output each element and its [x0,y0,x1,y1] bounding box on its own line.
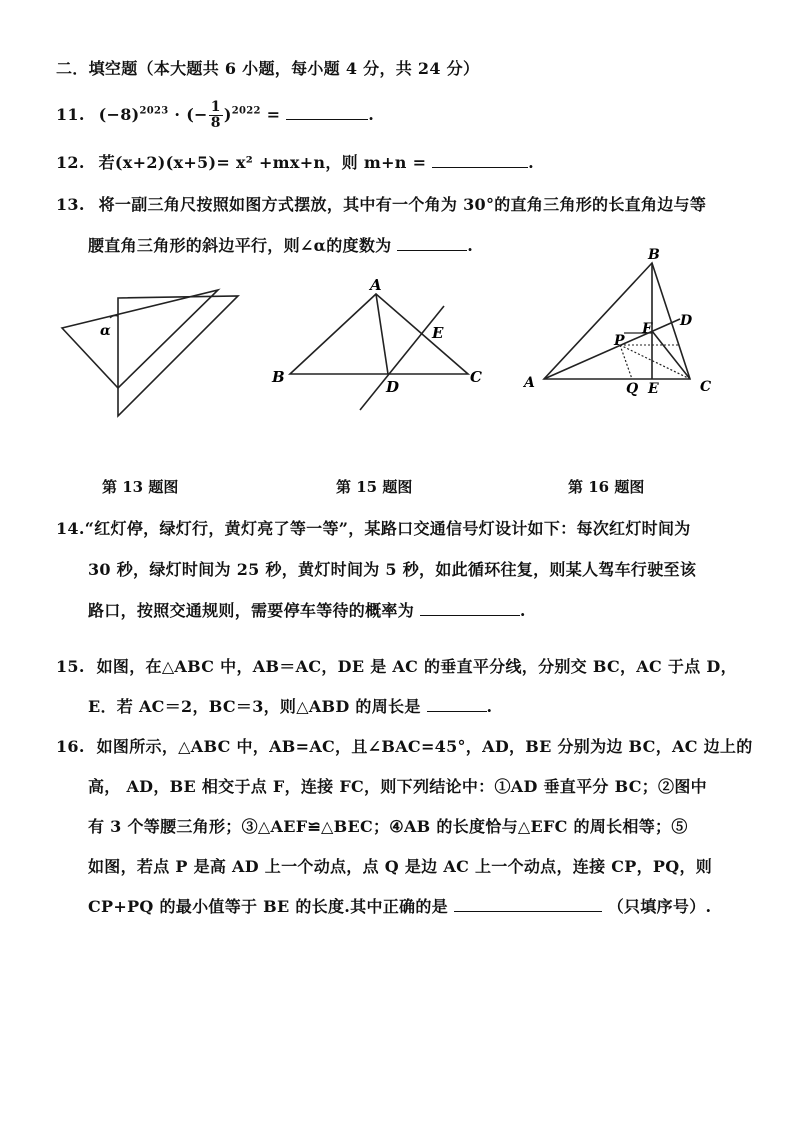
question-13-line2 [88,233,473,256]
q16-line5-tail: （只填序号）. [607,897,712,916]
q14-line3: 路口，按照交通规则，需要停车等待的概率为 [88,601,415,620]
figure-15 [266,272,496,422]
q14-line1: “红灯停，绿灯行，黄灯亮了等一等”，某路口交通信号灯设计如下：每次红灯时间为 [84,519,691,538]
fig16-triangle-abc [544,263,690,379]
fig16-label-c: C [700,379,712,395]
fig16-label-b: B [648,247,660,263]
fig13-caption: 第 13 题图 [102,478,179,496]
figure-16 [520,245,745,405]
fig16-label-f: F [642,321,652,337]
fig15-label-a: A [370,276,382,294]
fig13-isosceles-triangle [118,296,238,416]
q12-number: 12. [56,153,85,172]
q11-dot: · [168,105,187,124]
q13-line2: 腰直角三角形的斜边平行，则∠α的度数为 [88,236,392,255]
question-13-line1 [56,192,706,215]
q11-fraction [209,100,223,131]
q16-number: 16. [56,737,85,756]
question-16-line2: 高， AD，BE 相交于点 F，连接 FC，则下列结论中：①AD 垂直平分 BC；②图中 [88,777,707,796]
q12-text: 若(x+2)(x+5)= x² +mx+n，则 m+n = [98,153,427,172]
q15-line1: 如图，在△ABC 中，AB＝AC，DE 是 AC 的垂直平分线，分别交 BC，AC 于点 D， [96,657,737,676]
q11-exp2: 2022 [231,105,261,117]
q13-number: 13. [56,195,85,214]
question-12 [56,150,534,173]
question-14-line2: 30 秒，绿灯时间为 25 秒，黄灯时间为 5 秒，如此循环往复，则某人驾车行驶至该 [88,560,697,579]
q11-base2-open: (− [186,105,208,124]
fig15-label-e: E [432,324,444,342]
q14-end: . [519,601,526,620]
fig16-segment-fc [652,331,690,379]
fig13-alpha-label: α [100,323,111,339]
q15-line2: E．若 AC＝2，BC＝3，则△ABD 的周长是 [88,697,421,716]
q15-number: 15. [56,657,85,676]
fig16-label-p: P [614,333,625,349]
fig16-altitude-ad [544,319,680,379]
q12-end: . [528,153,535,172]
q11-exp1: 2023 [139,105,169,117]
fig15-caption: 第 15 题图 [336,478,413,496]
q16-line1: 如图所示，△ABC 中，AB=AC，且∠BAC=45°，AD，BE 分别为边 BC，AC 边上的 [96,737,753,756]
question-15-line2 [88,694,492,717]
fig16-segment-pq [620,345,632,379]
q12-answer-blank[interactable] [432,153,528,168]
question-11 [56,100,374,131]
q13-answer-blank[interactable] [397,236,467,251]
q15-end: . [486,697,493,716]
q11-frac-num: 1 [210,99,221,115]
q11-frac-den: 8 [210,115,221,131]
fig16-label-q: Q [626,381,639,397]
fig15-segment-ad [376,294,388,374]
q11-base2-close: ) [223,105,232,124]
q16-line5: CP+PQ 的最小值等于 BE 的长度.其中正确的是 [88,897,448,916]
fig16-label-d: D [680,313,693,329]
q11-base1: (−8) [98,105,140,124]
question-14-line3 [88,598,526,621]
figure-13 [50,280,250,420]
q13-end: . [467,236,474,255]
fig16-label-a: A [524,375,535,391]
q11-end: . [368,105,375,124]
fig16-label-e: E [648,381,659,397]
fig15-label-c: C [470,368,482,386]
fig15-label-b: B [272,368,285,386]
q11-answer-blank[interactable] [286,105,368,120]
section-title: 二．填空题（本大题共 6 小题，每小题 4 分，共 24 分） [56,59,480,78]
question-16-line4: 如图，若点 P 是高 AD 上一个动点，点 Q 是边 AC 上一个动点，连接 CP，PQ，则 [88,857,713,876]
question-15-line1 [56,654,737,677]
q11-eq: = [260,105,281,124]
fig15-label-d: D [386,378,400,396]
q13-line1: 将一副三角尺按照如图方式摆放，其中有一个角为 30°的直角三角形的长直角边与等 [98,195,707,214]
question-16-line3: 有 3 个等腰三角形；③△AEF≌△BEC；④AB 的长度恰与△EFC 的周长相等；⑤ [88,817,688,836]
fig16-caption: 第 16 题图 [568,478,645,496]
fig15-perp-bisector-de [360,306,444,410]
fig16-segment-cp [620,345,690,379]
q15-answer-blank[interactable] [427,697,487,712]
question-16-line1 [56,734,753,757]
question-16-line5 [88,894,711,917]
q11-number: 11. [56,105,85,124]
q16-answer-blank[interactable] [454,897,602,912]
q14-number: 14. [56,519,85,538]
q14-answer-blank[interactable] [420,601,520,616]
question-14-line1 [56,516,691,539]
